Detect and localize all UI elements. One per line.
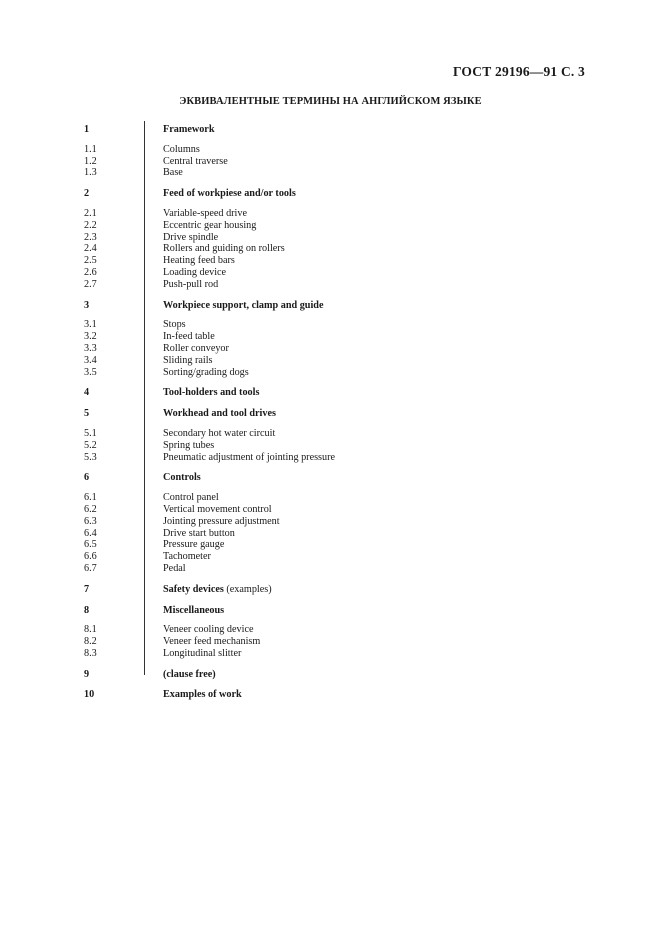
term-number: 1.1 bbox=[84, 143, 97, 155]
term-number: 6.2 bbox=[84, 503, 97, 515]
term-text: Jointing pressure adjustment bbox=[163, 515, 280, 527]
section-title-text: Workhead and tool drives bbox=[163, 408, 276, 420]
term-number: 6.1 bbox=[84, 492, 97, 504]
term-row bbox=[84, 636, 504, 648]
term-text: Pedal bbox=[163, 562, 186, 574]
term-number: 2.6 bbox=[84, 266, 97, 278]
section-number: 5 bbox=[84, 408, 90, 420]
section-1 bbox=[84, 124, 504, 179]
term-row bbox=[84, 516, 504, 528]
term-number: 5.2 bbox=[84, 439, 97, 451]
term-row bbox=[84, 232, 504, 244]
term-text: Columns bbox=[163, 143, 200, 155]
term-text: Vertical movement control bbox=[163, 503, 272, 515]
term-row bbox=[84, 624, 504, 636]
term-number: 3.2 bbox=[84, 331, 97, 343]
term-text: Longitudinal slitter bbox=[163, 647, 242, 659]
section-number: 4 bbox=[84, 387, 90, 399]
term-text: Eccentric gear housing bbox=[163, 219, 257, 231]
term-text: Sliding rails bbox=[163, 354, 213, 366]
term-number: 6.5 bbox=[84, 539, 97, 551]
section-heading bbox=[84, 124, 504, 136]
term-row bbox=[84, 504, 504, 516]
section-title-text: Controls bbox=[163, 472, 201, 484]
document-header: ГОСТ 29196—91 С. 3 bbox=[452, 64, 585, 79]
term-text: Rollers and guiding on rollers bbox=[163, 243, 285, 255]
term-row bbox=[84, 563, 504, 575]
term-text: Veneer cooling device bbox=[163, 624, 254, 636]
term-text: Push-pull rod bbox=[163, 278, 219, 290]
section-heading bbox=[84, 584, 504, 596]
term-text: Drive spindle bbox=[163, 231, 219, 243]
terms-table bbox=[84, 124, 504, 710]
term-row bbox=[84, 319, 504, 331]
section-heading bbox=[84, 689, 504, 701]
term-number: 5.3 bbox=[84, 451, 97, 463]
term-text: Tachometer bbox=[163, 551, 211, 563]
term-row bbox=[84, 528, 504, 540]
section-title bbox=[163, 188, 504, 200]
term-number: 2.1 bbox=[84, 207, 97, 219]
term-row bbox=[84, 551, 504, 563]
term-row bbox=[84, 279, 504, 291]
section-title bbox=[163, 669, 504, 681]
section-title bbox=[163, 689, 504, 701]
term-row bbox=[84, 428, 504, 440]
term-text: In-feed table bbox=[163, 331, 215, 343]
term-text: Drive start button bbox=[163, 527, 235, 539]
term-row bbox=[84, 343, 504, 355]
term-text: Roller conveyor bbox=[163, 342, 229, 354]
term-row bbox=[84, 452, 504, 464]
term-row bbox=[84, 208, 504, 220]
term-number: 6.4 bbox=[84, 527, 97, 539]
term-number: 5.1 bbox=[84, 427, 97, 439]
section-title-text: Feed of workpiese and/or tools bbox=[163, 188, 296, 200]
section-8 bbox=[84, 605, 504, 660]
section-number: 3 bbox=[84, 299, 90, 311]
section-title bbox=[163, 605, 504, 617]
term-text: Spring tubes bbox=[163, 439, 215, 451]
section-heading bbox=[84, 408, 504, 420]
page-title: ЭКВИВАЛЕНТНЫЕ ТЕРМИНЫ НА АНГЛИЙСКОМ ЯЗЫКЕ bbox=[179, 96, 482, 107]
term-number: 8.2 bbox=[84, 636, 97, 648]
term-text: Veneer feed mechanism bbox=[163, 636, 261, 648]
term-number: 3.4 bbox=[84, 354, 97, 366]
term-number: 2.5 bbox=[84, 255, 97, 267]
term-text: Pneumatic adjustment of jointing pressure bbox=[163, 451, 336, 463]
section-title-text: Tool-holders and tools bbox=[163, 387, 260, 399]
term-row bbox=[84, 267, 504, 279]
term-number: 1.2 bbox=[84, 155, 97, 167]
section-title-text: Workpiece support, clamp and guide bbox=[163, 299, 324, 311]
section-heading bbox=[84, 472, 504, 484]
section-4 bbox=[84, 387, 504, 399]
term-number: 2.3 bbox=[84, 231, 97, 243]
section-number: 1 bbox=[84, 124, 90, 135]
term-number: 8.1 bbox=[84, 624, 97, 636]
term-text: Pressure gauge bbox=[163, 539, 225, 551]
term-row bbox=[84, 243, 504, 255]
section-2 bbox=[84, 188, 504, 290]
section-number: 10 bbox=[84, 689, 95, 701]
term-text: Loading device bbox=[163, 266, 227, 278]
term-row bbox=[84, 440, 504, 452]
term-row bbox=[84, 492, 504, 504]
term-number: 2.7 bbox=[84, 278, 97, 290]
term-text: Variable-speed drive bbox=[163, 207, 248, 219]
term-row bbox=[84, 648, 504, 660]
term-text: Stops bbox=[163, 319, 186, 331]
section-6 bbox=[84, 472, 504, 574]
term-row bbox=[84, 355, 504, 367]
term-row bbox=[84, 367, 504, 379]
term-text: Secondary hot water circuit bbox=[163, 427, 276, 439]
section-title bbox=[163, 387, 504, 399]
term-number: 8.3 bbox=[84, 647, 97, 659]
section-title bbox=[163, 584, 504, 596]
section-title bbox=[163, 472, 504, 484]
term-row bbox=[84, 144, 504, 156]
section-7 bbox=[84, 584, 504, 596]
term-text: Base bbox=[163, 167, 183, 179]
section-number: 6 bbox=[84, 472, 90, 484]
section-heading bbox=[84, 387, 504, 399]
term-row bbox=[84, 255, 504, 267]
term-number: 3.1 bbox=[84, 319, 97, 331]
term-text: Sorting/grading dogs bbox=[163, 366, 249, 378]
term-number: 3.3 bbox=[84, 342, 97, 354]
section-title-text: Miscellaneous bbox=[163, 604, 225, 616]
term-row bbox=[84, 331, 504, 343]
term-number: 3.5 bbox=[84, 366, 97, 378]
section-title bbox=[163, 300, 504, 312]
section-title-suffix: (examples) bbox=[223, 583, 272, 595]
term-number: 6.3 bbox=[84, 515, 97, 527]
term-text: Control panel bbox=[163, 492, 219, 504]
term-text: Heating feed bars bbox=[163, 255, 235, 267]
section-number: 9 bbox=[84, 668, 90, 680]
section-title-text: (clause free) bbox=[163, 668, 216, 680]
section-title bbox=[163, 124, 504, 136]
section-heading bbox=[84, 300, 504, 312]
section-heading bbox=[84, 669, 504, 681]
section-title-text: Safety devices bbox=[163, 583, 224, 595]
section-heading bbox=[84, 188, 504, 200]
section-title bbox=[163, 408, 504, 420]
term-row bbox=[84, 220, 504, 232]
section-9 bbox=[84, 669, 504, 681]
term-number: 2.4 bbox=[84, 243, 97, 255]
term-number: 1.3 bbox=[84, 167, 97, 179]
term-row bbox=[84, 156, 504, 168]
term-number: 6.7 bbox=[84, 562, 97, 574]
term-text: Central traverse bbox=[163, 155, 228, 167]
section-title-text: Framework bbox=[163, 124, 215, 135]
term-row bbox=[84, 167, 504, 179]
section-title-text: Examples of work bbox=[163, 689, 242, 701]
section-3 bbox=[84, 300, 504, 379]
section-number: 7 bbox=[84, 583, 90, 595]
term-number: 6.6 bbox=[84, 551, 97, 563]
section-10 bbox=[84, 689, 504, 701]
section-number: 8 bbox=[84, 604, 90, 616]
section-5 bbox=[84, 408, 504, 463]
section-heading bbox=[84, 605, 504, 617]
term-number: 2.2 bbox=[84, 219, 97, 231]
term-row bbox=[84, 539, 504, 551]
section-number: 2 bbox=[84, 188, 90, 200]
